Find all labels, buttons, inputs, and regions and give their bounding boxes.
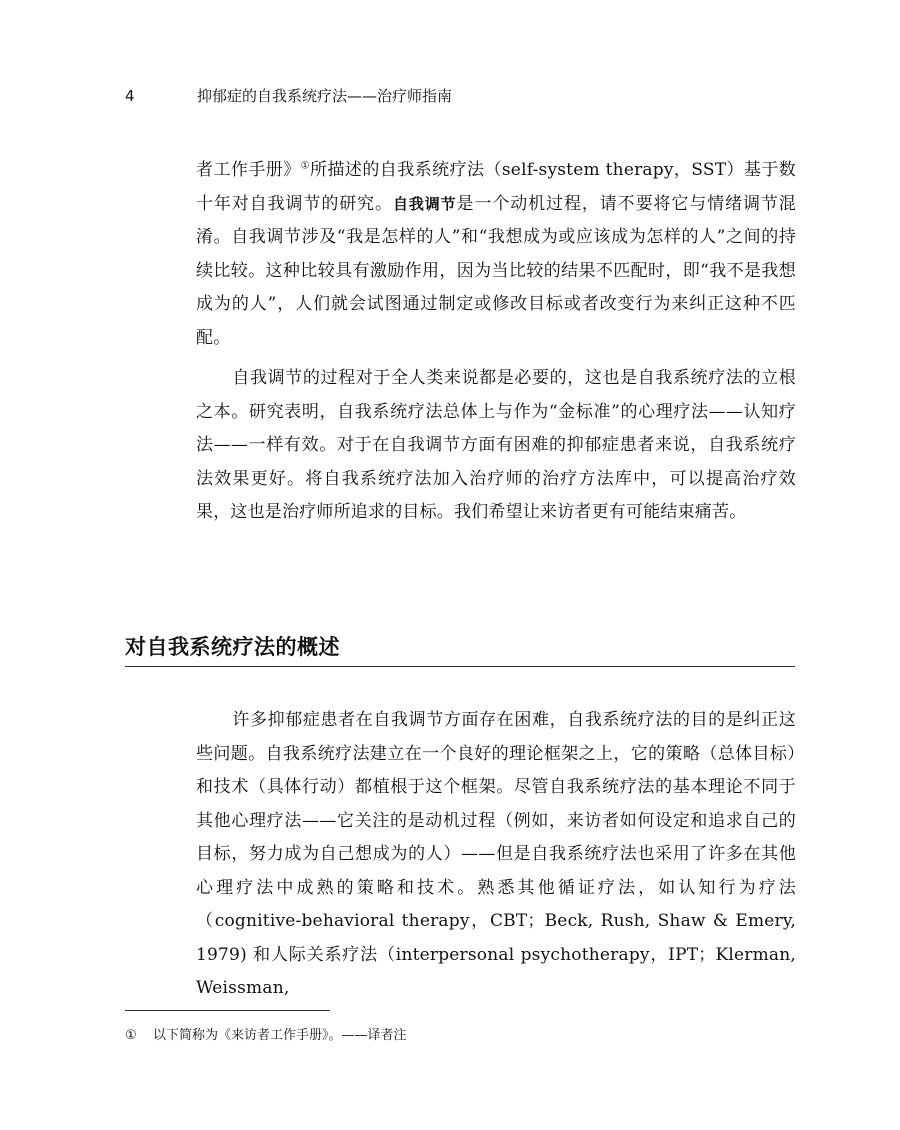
page-number: 4 xyxy=(125,87,135,105)
body-paragraph-2 xyxy=(196,362,796,530)
paragraph-3-text: 许多抑郁症患者在自我调节方面存在困难，自我系统疗法的目的是纠正这些问题。自我系统疗法建立在一个良好的理论框架之上，它的策略（总体目标）和技术（具体行动）都植根于这个框架。尽管自我系统疗法的基本理论不同于其他心理疗法——它关注的是动机过程（例如，来访者如何设定和追求自己的目标，努力成为自己想成为的人）——但是自我系统疗法也采用了许多在其他心理疗法中成熟的策略和技术。熟悉其他循证疗法，如认知行为疗法（cognitive-behavioral therapy，CBT；Beck, Rush, Shaw & Emery, 1979) 和人际关系疗法（interpersonal psychotherapy，IPT；Klerman, Weissman, xyxy=(196,710,796,998)
emphasized-term: 自我调节 xyxy=(392,194,457,213)
section-heading: 对自我系统疗法的概述 xyxy=(125,630,795,667)
footnote-divider xyxy=(125,1010,330,1011)
paragraph-1-text-b: 所描述的自我系统疗法（self-system therapy，SST）基于数十年对自我调节的研究。 xyxy=(196,160,796,214)
body-paragraph-1 xyxy=(196,154,796,355)
footnote-marker: ① xyxy=(125,1028,137,1043)
paragraph-1-text-a: 者工作手册》 xyxy=(196,160,301,180)
page-header xyxy=(125,84,805,108)
paragraph-2-text: 自我调节的过程对于全人类来说都是必要的，这也是自我系统疗法的立根之本。研究表明，自我系统疗法总体上与作为“金标准”的心理疗法——认知疗法——一样有效。对于在自我调节方面有困难的抑郁症患者来说，自我系统疗法效果更好。将自我系统疗法加入治疗师的治疗方法库中，可以提高治疗效果，这也是治疗师所追求的目标。我们希望让来访者更有可能结束痛苦。 xyxy=(196,368,796,522)
body-paragraph-3 xyxy=(196,704,796,1006)
running-title: 抑郁症的自我系统疗法——治疗师指南 xyxy=(197,87,453,105)
paragraph-1-text-c: 是一个动机过程，请不要将它与情绪调节混淆。自我调节涉及“我是怎样的人”和“我想成为或应该成为怎样的人”之间的持续比较。这种比较具有激励作用，因为当比较的结果不匹配时，即“我不是我想成为的人”，人们就会试图通过制定或修改目标或者改变行为来纠正这种不匹配。 xyxy=(196,193,796,348)
footnote xyxy=(125,1026,725,1046)
footnote-reference[interactable]: ① xyxy=(300,160,311,172)
footnote-text: 以下简称为《来访者工作手册》。——译者注 xyxy=(153,1028,407,1043)
